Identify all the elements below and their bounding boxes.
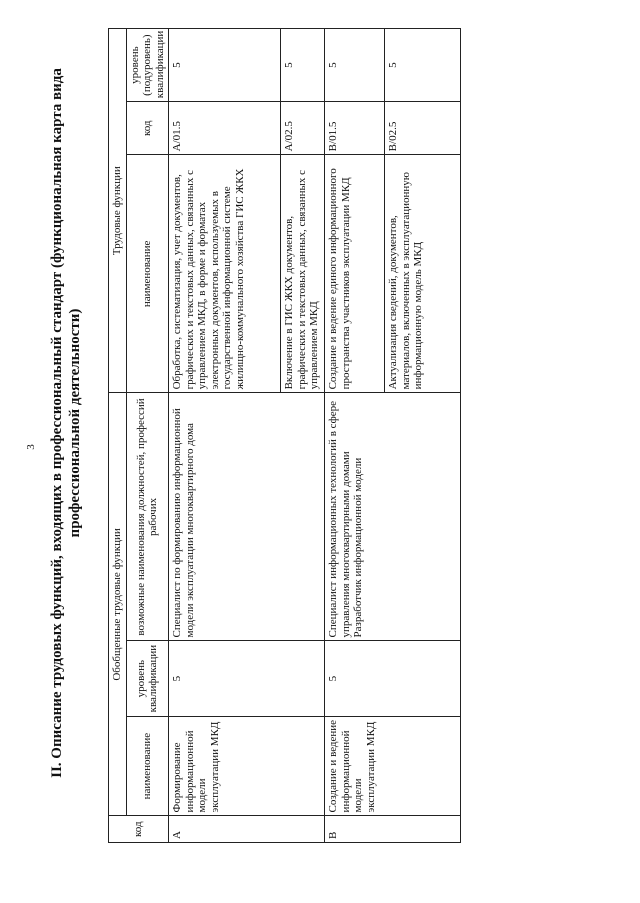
function-level: 5 <box>281 29 325 102</box>
header-level: уровень квалификации <box>126 641 169 716</box>
header-function-name: наименование <box>126 155 169 393</box>
function-level: 5 <box>169 29 281 102</box>
title-line-1: II. Описание трудовых функций, входящих в профессиональный стандарт (функциональная карта вида <box>49 68 65 778</box>
title-line-2: профессиональной деятельности) <box>67 308 83 538</box>
header-function-code: код <box>126 102 169 155</box>
header-labor-functions: Трудовые функции <box>109 29 127 393</box>
row-level: 5 <box>169 641 325 716</box>
header-code: код <box>109 816 169 843</box>
function-name: Актуализация сведений, документов, материалов, включенных в эксплуатационную информационную модель МКД <box>385 155 461 393</box>
row-positions: Специалист по формированию информационной модели эксплуатации многоквартирного дома <box>169 393 325 641</box>
row-name: Создание и ведение информационной модели эксплуатации МКД <box>325 716 461 816</box>
function-name: Включение в ГИС ЖКХ документов, графических и текстовых данных, связанных с управлением МКД <box>281 155 325 393</box>
page-number: 3 <box>24 444 37 450</box>
header-positions: возможные наименования должностей, профессий рабочих <box>126 393 169 641</box>
header-row-1 <box>109 29 127 843</box>
function-name: Обработка, систематизация, учет документов, графических и текстовых данных, связанных с управлением МКД, в форме и форматах электронных документов, используемых в государственной информационной системе жилищно-коммунального хозяйства ГИС ЖКХ <box>169 155 281 393</box>
header-name: наименование <box>126 716 169 816</box>
row-positions: Специалист информационных технологий в сфере управления многоквартирными домами Разработчик информационной модели <box>325 393 461 641</box>
header-generalized-functions: Обобщенные трудовые функции <box>109 393 127 816</box>
function-code: A/01.5 <box>169 102 281 155</box>
header-row-2 <box>126 29 169 843</box>
table-row <box>325 29 385 843</box>
header-function-level: уровень (подуровень) квалификации <box>126 29 169 102</box>
function-level: 5 <box>385 29 461 102</box>
function-name: Создание и ведение единого информационного пространства участников эксплуатации МКД <box>325 155 385 393</box>
functional-map-table <box>108 28 461 843</box>
function-level: 5 <box>325 29 385 102</box>
function-code: B/01.5 <box>325 102 385 155</box>
function-code: A/02.5 <box>281 102 325 155</box>
row-level: 5 <box>325 641 461 716</box>
function-code: B/02.5 <box>385 102 461 155</box>
section-title <box>48 3 84 843</box>
row-name: Формирование информационной модели эксплуатации МКД <box>169 716 325 816</box>
row-code: B <box>325 816 461 843</box>
table-row <box>169 29 281 843</box>
row-code: A <box>169 816 325 843</box>
